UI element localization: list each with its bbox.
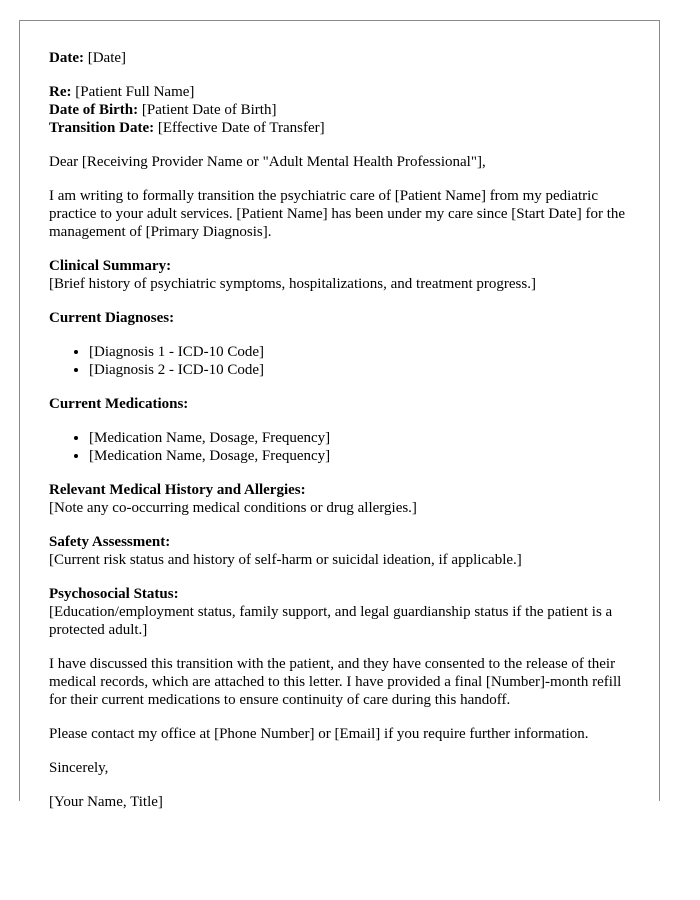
medications-list xyxy=(49,429,629,465)
history-text: [Note any co-occurring medical conditions or drug allergies.] xyxy=(49,500,417,516)
transition-date-label: Transition Date: xyxy=(49,120,155,136)
medications-heading-line xyxy=(49,395,629,413)
contact-paragraph: Please contact my office at [Phone Number] or [Email] if you require further information. xyxy=(49,726,589,742)
medications-heading: Current Medications: xyxy=(49,396,189,412)
clinical-summary-heading: Clinical Summary: xyxy=(49,258,172,274)
diagnoses-heading: Current Diagnoses: xyxy=(49,310,175,326)
psychosocial-text: [Education/employment status, family support, and legal guardianship status if the patient is a protected adult.] xyxy=(49,604,613,638)
psychosocial-section xyxy=(49,585,629,639)
letter-page xyxy=(19,20,660,810)
re-label: Re: xyxy=(49,84,72,100)
date-value: [Date] xyxy=(83,50,127,66)
safety-heading: Safety Assessment: xyxy=(49,534,171,550)
diagnoses-list xyxy=(49,343,629,379)
re-line xyxy=(49,83,629,101)
re-value: [Patient Full Name] xyxy=(71,84,195,100)
diagnoses-heading-line xyxy=(49,309,629,327)
intro-paragraph: I am writing to formally transition the psychiatric care of [Patient Name] from my pediatric practice to your adult services. [Patient Name] has been under my care since [Start Date] for the management of [Primary Diagnosis]. xyxy=(49,188,626,240)
psychosocial-heading: Psychosocial Status: xyxy=(49,586,179,602)
diagnosis-item: • [Diagnosis 1 - ICD-10 Code] xyxy=(89,343,629,361)
dob-value: [Patient Date of Birth] xyxy=(138,102,277,118)
medication-item: • [Medication Name, Dosage, Frequency] xyxy=(89,447,629,465)
diagnosis-item: • [Diagnosis 2 - ICD-10 Code] xyxy=(89,361,629,379)
closing: Sincerely, xyxy=(49,760,109,776)
dob-label: Date of Birth: xyxy=(49,102,139,118)
patient-info-block xyxy=(49,83,629,137)
letter-body xyxy=(49,49,629,827)
signature: [Your Name, Title] xyxy=(49,794,163,810)
consent-paragraph: I have discussed this transition with the patient, and they have consented to the release of their medical records, which are attached to this letter. I have provided a final [Number]-month refill for their current medications to ensure continuity of care during this handoff. xyxy=(49,656,622,708)
transition-date-value: [Effective Date of Transfer] xyxy=(154,120,325,136)
date-line xyxy=(49,49,629,67)
medication-item: • [Medication Name, Dosage, Frequency] xyxy=(89,429,629,447)
salutation: Dear [Receiving Provider Name or "Adult Mental Health Professional"], xyxy=(49,154,486,170)
transition-date-line xyxy=(49,119,629,137)
history-section xyxy=(49,481,629,517)
safety-section xyxy=(49,533,629,569)
clinical-summary-text: [Brief history of psychiatric symptoms, hospitalizations, and treatment progress.] xyxy=(49,276,536,292)
safety-text: [Current risk status and history of self-harm or suicidal ideation, if applicable.] xyxy=(49,552,522,568)
history-heading: Relevant Medical History and Allergies: xyxy=(49,482,306,498)
dob-line xyxy=(49,101,629,119)
date-label: Date: xyxy=(49,50,84,66)
clinical-summary-section xyxy=(49,257,629,293)
